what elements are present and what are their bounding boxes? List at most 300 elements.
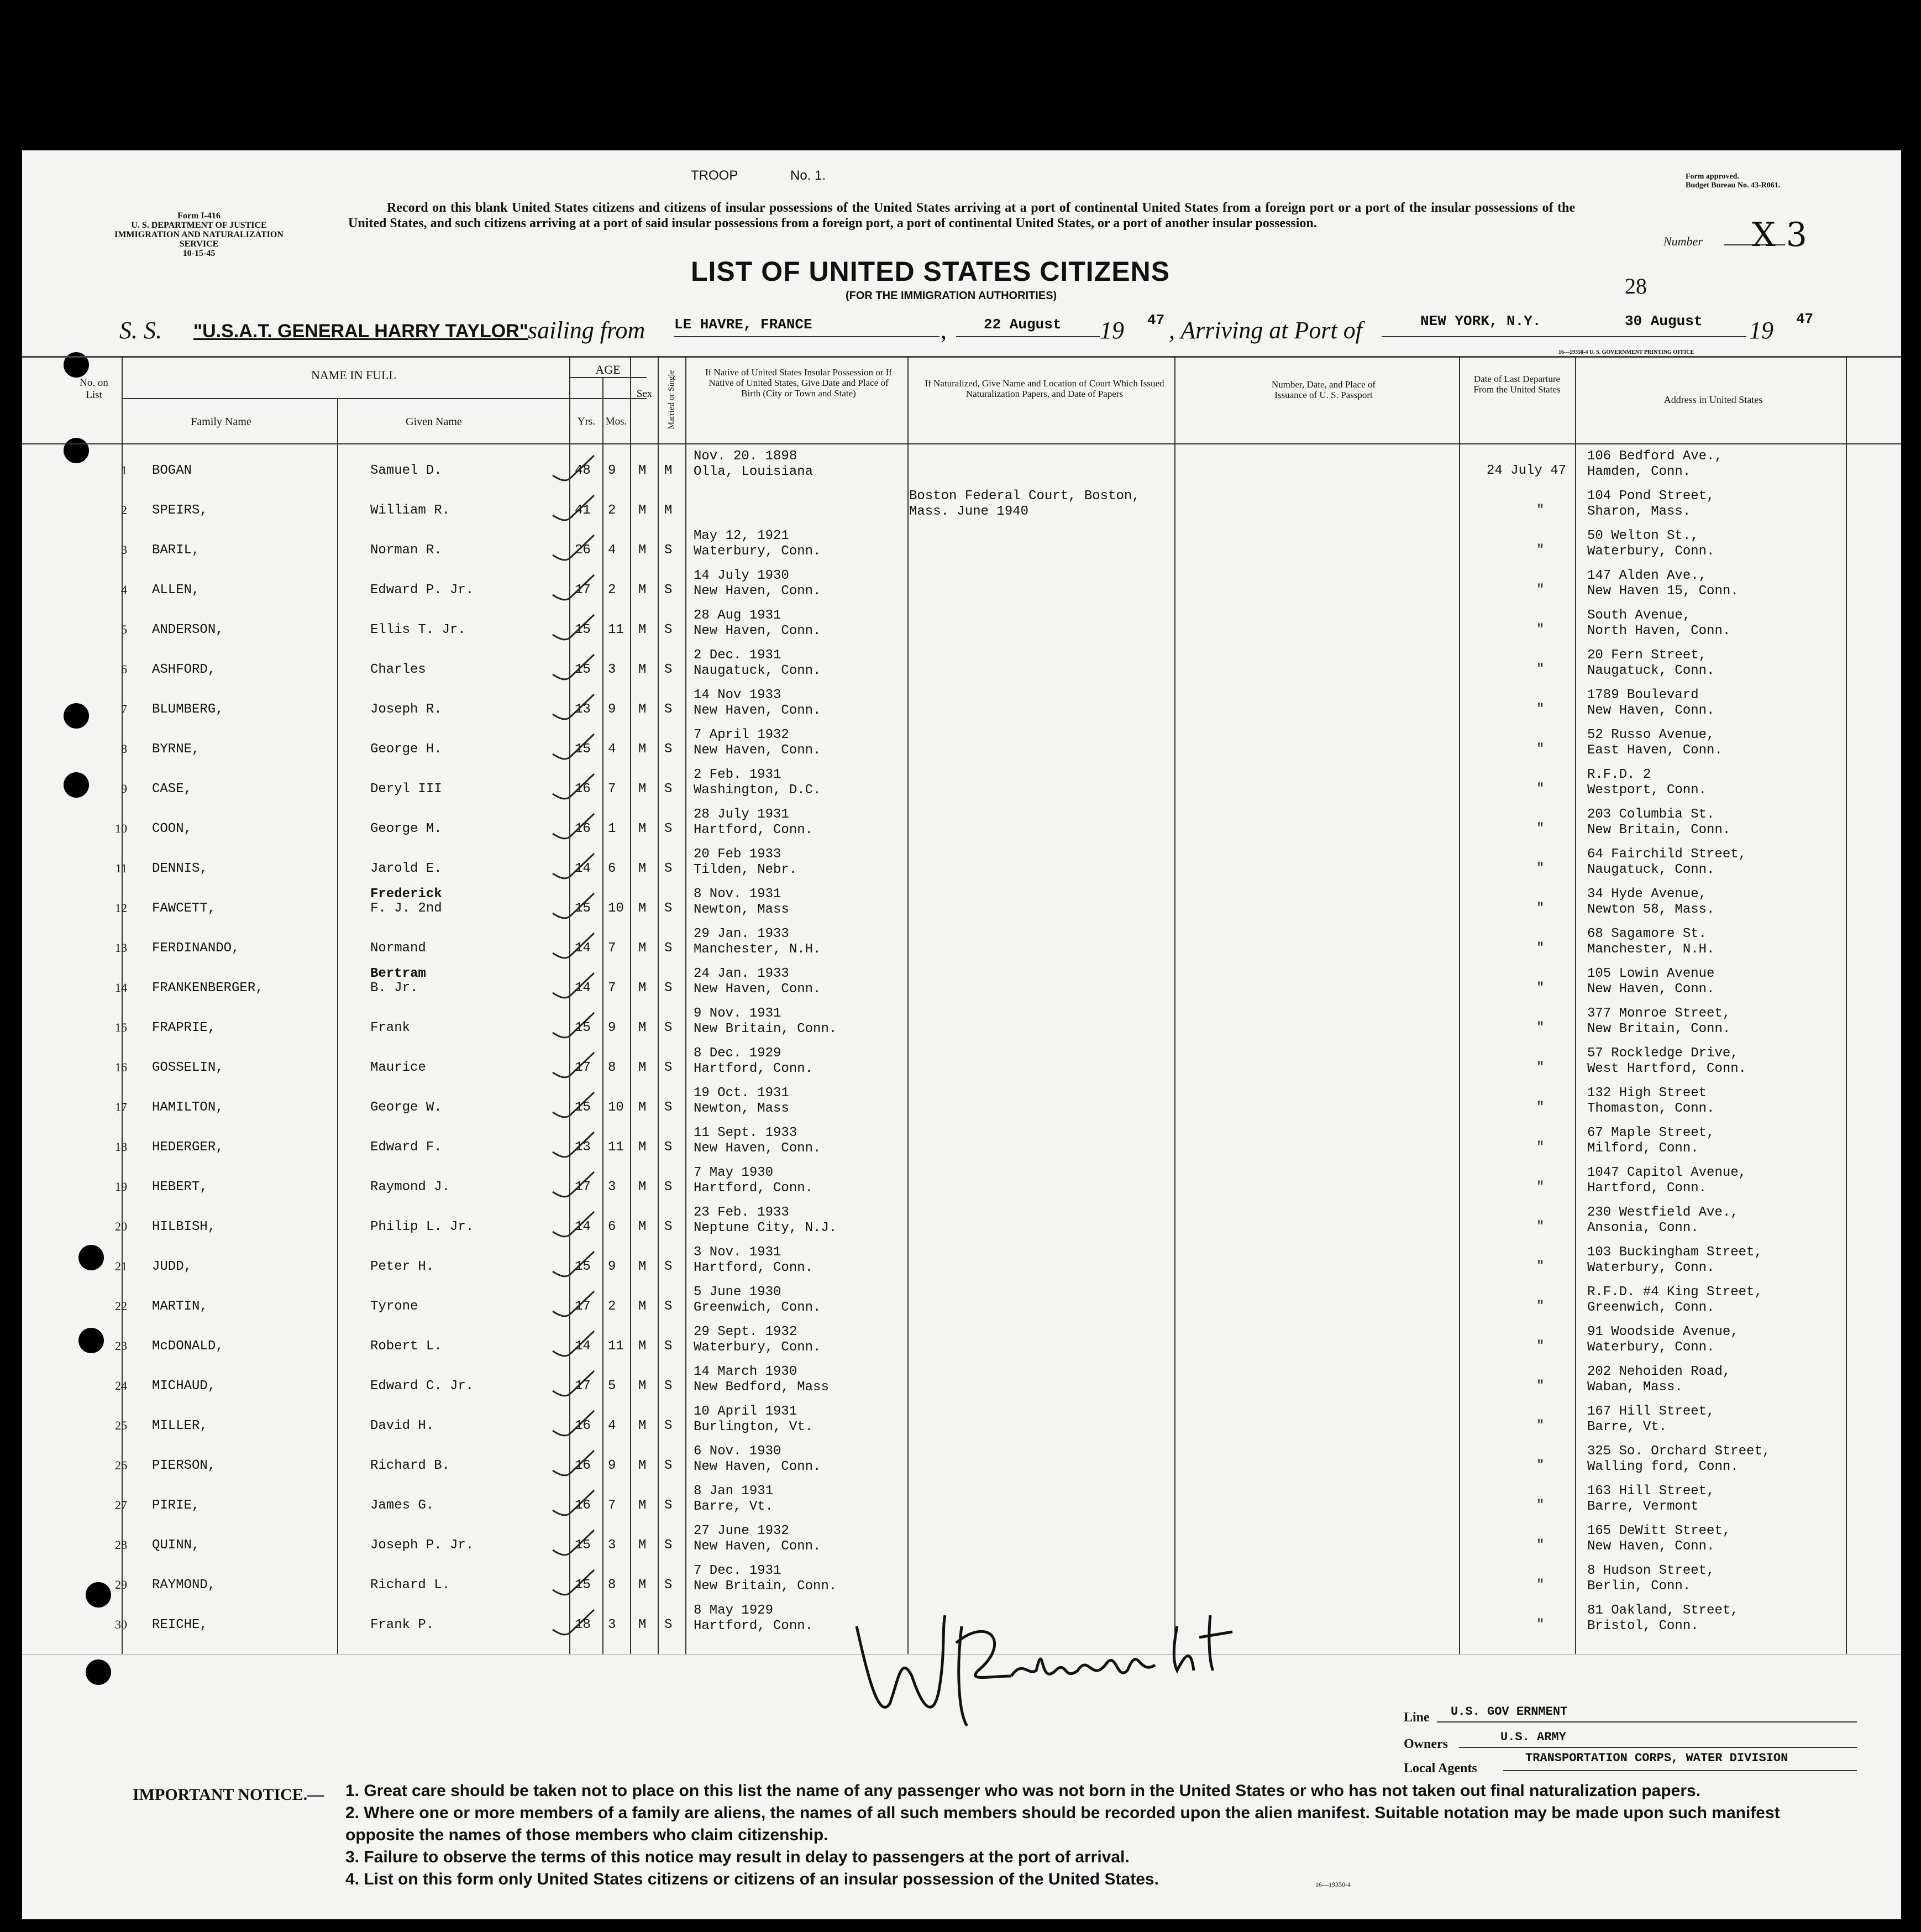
- given-name: Peter H.: [370, 1259, 434, 1274]
- departure-date: ": [1536, 702, 1545, 717]
- address-line-2: Ansonia, Conn.: [1587, 1221, 1699, 1235]
- birth-place: New Bedford, Mass: [694, 1380, 829, 1395]
- given-name: Richard B.: [370, 1458, 450, 1473]
- marital-status: S: [664, 1379, 673, 1394]
- departure-date: ": [1536, 1219, 1545, 1234]
- given-name: Edward P. Jr.: [370, 583, 474, 598]
- age-years: 15: [575, 901, 591, 916]
- sex: M: [638, 1339, 647, 1354]
- table-row: [22, 489, 1901, 527]
- family-name: BARIL,: [152, 543, 200, 558]
- given-name-correction: Bertram: [370, 966, 426, 981]
- address-line-2: Walling ford, Conn.: [1587, 1459, 1739, 1474]
- family-name: McDONALD,: [152, 1339, 224, 1354]
- header-address: Address in United States: [1663, 394, 1763, 405]
- age-months: 10: [608, 901, 624, 916]
- family-name: ALLEN,: [152, 583, 200, 598]
- departure-date: ": [1536, 1180, 1545, 1195]
- family-name: ASHFORD,: [152, 662, 216, 677]
- departure-date: ": [1536, 503, 1545, 518]
- age-header-rule: [569, 377, 647, 378]
- departure-date: ": [1536, 1259, 1545, 1274]
- address-line-1: 52 Russo Avenue,: [1587, 727, 1715, 742]
- header-naturalized: If Naturalized, Give Name and Location of Court Which Issued Naturalization Papers, and Date of Papers: [925, 378, 1164, 399]
- birth-place: Neptune City, N.J.: [694, 1221, 837, 1235]
- address-line-2: Barre, Vt.: [1587, 1420, 1667, 1434]
- address-line-1: South Avenue,: [1587, 608, 1691, 623]
- given-name: George W.: [370, 1100, 442, 1115]
- given-name: Frank P.: [370, 1617, 434, 1632]
- age-years: 15: [575, 742, 591, 757]
- address-line-2: New Haven, Conn.: [1587, 982, 1715, 997]
- from-port-line: [674, 336, 939, 337]
- row-number: 25: [115, 1418, 127, 1432]
- depart-year-prefix: 19: [1100, 317, 1124, 344]
- address-line-2: Thomaston, Conn.: [1587, 1101, 1715, 1116]
- age-years: 15: [575, 1020, 591, 1035]
- age-years: 17: [575, 1299, 591, 1314]
- age-years: 14: [575, 941, 591, 956]
- line-label: Line: [1404, 1710, 1430, 1725]
- age-months: 4: [608, 543, 616, 558]
- check-mark-icon: [550, 1249, 600, 1282]
- check-mark-icon: [550, 1210, 600, 1243]
- family-name: MARTIN,: [152, 1299, 208, 1314]
- marital-status: S: [664, 901, 673, 916]
- given-name: James G.: [370, 1498, 434, 1513]
- age-years: 15: [575, 1100, 591, 1115]
- given-name: Frank: [370, 1020, 411, 1035]
- sex: M: [638, 821, 647, 836]
- birth-place: New Haven, Conn.: [694, 1141, 821, 1156]
- sex: M: [638, 583, 647, 598]
- age-years: 14: [575, 1219, 591, 1234]
- check-mark-icon: [550, 971, 600, 1004]
- row-number: 2: [121, 503, 127, 517]
- row-number: 17: [115, 1100, 127, 1114]
- birth-place: Hartford, Conn.: [694, 1619, 813, 1633]
- page-subtitle: (FOR THE IMMIGRATION AUTHORITIES): [846, 290, 1057, 302]
- check-mark-icon: [550, 573, 600, 606]
- marital-status: S: [664, 742, 673, 757]
- address-line-2: Hartford, Conn.: [1587, 1181, 1707, 1196]
- address-line-1: 50 Welton St.,: [1587, 528, 1699, 543]
- check-mark-icon: [550, 692, 600, 725]
- row-number: 3: [121, 543, 127, 557]
- birth-date: May 12, 1921: [694, 528, 789, 543]
- departure-date: ": [1536, 1578, 1545, 1593]
- address-line-1: 377 Monroe Street,: [1587, 1006, 1731, 1021]
- address-line-1: 230 Westfield Ave.,: [1587, 1205, 1739, 1220]
- age-years: 18: [575, 1617, 591, 1632]
- age-months: 9: [608, 1020, 616, 1035]
- table-row: [22, 608, 1901, 647]
- row-number: 12: [115, 901, 127, 915]
- check-mark-icon: [550, 931, 600, 964]
- departure-date: ": [1536, 742, 1545, 757]
- address-line-1: 67 Maple Street,: [1587, 1125, 1715, 1140]
- check-mark-icon: [550, 1170, 600, 1203]
- marital-status: S: [664, 1538, 673, 1553]
- birth-place: New Haven, Conn.: [694, 1459, 821, 1474]
- header-given-name: Given Name: [406, 416, 462, 428]
- marital-status: S: [664, 1140, 673, 1155]
- table-row: [22, 1404, 1901, 1443]
- sex: M: [638, 742, 647, 757]
- arrival-port-line: [1382, 336, 1625, 337]
- row-number: 26: [115, 1458, 127, 1472]
- arrival-year-prefix: 19: [1749, 317, 1773, 344]
- marital-status: S: [664, 1020, 673, 1035]
- departure-date: ": [1536, 1418, 1545, 1433]
- age-years: 16: [575, 1418, 591, 1433]
- marital-status: M: [664, 503, 673, 518]
- address-line-1: 68 Sagamore St.: [1587, 926, 1707, 941]
- age-years: 26: [575, 543, 591, 558]
- row-number: 30: [115, 1617, 127, 1631]
- table-row: [22, 1205, 1901, 1244]
- family-name: COON,: [152, 821, 192, 836]
- name-header-rule: [122, 398, 647, 399]
- table-row: [22, 1006, 1901, 1045]
- ship-name: "U.S.A.T. GENERAL HARRY TAYLOR": [193, 321, 528, 342]
- address-line-2: Barre, Vermont: [1587, 1499, 1699, 1514]
- address-line-2: Newton 58, Mass.: [1587, 902, 1715, 917]
- departure-date: ": [1536, 1458, 1545, 1473]
- age-months: 7: [608, 1498, 616, 1513]
- given-name: David H.: [370, 1418, 434, 1433]
- address-line-2: Hamden, Conn.: [1587, 464, 1691, 479]
- birth-date: 10 April 1931: [694, 1404, 797, 1419]
- birth-place: New Britain, Conn.: [694, 1022, 837, 1036]
- age-years: 48: [575, 463, 591, 478]
- age-months: 7: [608, 981, 616, 996]
- address-line-1: 64 Fairchild Street,: [1587, 847, 1747, 862]
- birth-date: 7 April 1932: [694, 727, 789, 742]
- check-mark-icon: [550, 1488, 600, 1521]
- age-years: 14: [575, 981, 591, 996]
- row-number: 9: [121, 782, 127, 795]
- sex: M: [638, 861, 647, 876]
- departure-date: ": [1536, 821, 1545, 836]
- family-name: FRANKENBERGER,: [152, 981, 264, 996]
- sex: M: [638, 941, 647, 956]
- family-name: MILLER,: [152, 1418, 208, 1433]
- check-mark-icon: [550, 652, 600, 685]
- family-name: PIRIE,: [152, 1498, 200, 1513]
- birth-place: Hartford, Conn.: [694, 1181, 813, 1196]
- header-passport: Number, Date, and Place of Issuance of U. S. Passport: [1271, 379, 1376, 400]
- address-line-1: 325 So. Orchard Street,: [1587, 1444, 1771, 1459]
- notice-lead: IMPORTANT NOTICE.—: [133, 1786, 324, 1804]
- departure-date: ": [1536, 861, 1545, 876]
- birth-place: Hartford, Conn.: [694, 1260, 813, 1275]
- birth-place: New Haven, Conn.: [694, 703, 821, 718]
- address-line-1: 106 Bedford Ave.,: [1587, 449, 1723, 464]
- age-months: 1: [608, 821, 616, 836]
- table-row: [22, 1484, 1901, 1522]
- depart-year: 47: [1147, 312, 1165, 328]
- age-years: 15: [575, 662, 591, 677]
- sex: M: [638, 503, 647, 518]
- age-months: 11: [608, 1339, 624, 1354]
- marital-status: S: [664, 583, 673, 598]
- row-number: 21: [115, 1259, 127, 1273]
- agents-value: TRANSPORTATION CORPS, WATER DIVISION: [1525, 1751, 1788, 1765]
- row-number: 20: [115, 1219, 127, 1233]
- sex: M: [638, 1617, 647, 1632]
- line-rule: [1437, 1721, 1857, 1722]
- family-name: GOSSELIN,: [152, 1060, 224, 1075]
- comma: ,: [941, 317, 947, 344]
- birth-date: 2 Dec. 1931: [694, 648, 781, 663]
- row-number: 24: [115, 1379, 127, 1392]
- given-name: Normand: [370, 941, 426, 956]
- departure-date: ": [1536, 901, 1545, 916]
- departure-date: ": [1536, 1339, 1545, 1354]
- address-line-2: Waterbury, Conn.: [1587, 1260, 1715, 1275]
- sex: M: [638, 981, 647, 996]
- age-months: 9: [608, 463, 616, 478]
- row-number: 27: [115, 1498, 127, 1512]
- notice-item-2: 2. Where one or more members of a family are aliens, the names of all such members should be recorded upon the alien manifest. Suitable notation may be made upon such manifest opposite the names of those members who claim citizenship.: [345, 1804, 1780, 1844]
- address-line-1: 203 Columbia St.: [1587, 807, 1715, 822]
- family-name: MICHAUD,: [152, 1379, 216, 1394]
- table-top-rule: [22, 356, 1901, 358]
- notice-item-3: 3. Failure to observe the terms of this notice may result in delay to passengers at the port of arrival.: [345, 1848, 1130, 1866]
- birth-place: Burlington, Vt.: [694, 1420, 813, 1434]
- marital-status: S: [664, 543, 673, 558]
- naturalization-court: Boston Federal Court, Boston,: [909, 489, 1140, 504]
- owners-label: Owners: [1404, 1737, 1448, 1751]
- birth-place: New Haven, Conn.: [694, 982, 821, 997]
- service: IMMIGRATION AND NATURALIZATION SERVICE: [114, 230, 284, 249]
- row-number: 19: [115, 1180, 127, 1193]
- sex: M: [638, 1418, 647, 1433]
- birth-place: New Britain, Conn.: [694, 1579, 837, 1594]
- row-number: 18: [115, 1140, 127, 1154]
- agents-rule: [1503, 1770, 1857, 1771]
- address-line-2: Waterbury, Conn.: [1587, 1340, 1715, 1355]
- birth-date: 7 May 1930: [694, 1165, 774, 1180]
- age-years: 17: [575, 1060, 591, 1075]
- header-departure: Date of Last Departure From the United States: [1473, 374, 1561, 395]
- age-months: 3: [608, 1538, 616, 1553]
- marital-status: S: [664, 1060, 673, 1075]
- sex: M: [638, 662, 647, 677]
- sex: M: [638, 1498, 647, 1513]
- marital-status: M: [664, 463, 673, 478]
- departure-date: ": [1536, 1498, 1545, 1513]
- family-name: HAMILTON,: [152, 1100, 224, 1115]
- check-mark-icon: [550, 1050, 600, 1083]
- footer-code: 16—19350-4: [1315, 1881, 1351, 1888]
- intro-text: Record on this blank United States citizens and citizens of insular possessions of the United States arriving at a port of continental United States from a foreign port or a port of the insular possessions of the United States, and such citizens arriving at a port of said insular possessions from a foreign port, a port of continental United States, or a port of another insular possession.: [348, 201, 1575, 231]
- row-number: 5: [121, 622, 127, 636]
- birth-place: Waterbury, Conn.: [694, 1340, 821, 1355]
- marital-status: S: [664, 1617, 673, 1632]
- check-mark-icon: [550, 493, 600, 526]
- marital-status: S: [664, 941, 673, 956]
- birth-date: 8 Jan 1931: [694, 1484, 774, 1499]
- age-months: 9: [608, 1259, 616, 1274]
- address-line-2: Bristol, Conn.: [1587, 1619, 1699, 1633]
- marital-status: S: [664, 1339, 673, 1354]
- age-months: 4: [608, 1418, 616, 1433]
- address-line-2: New Haven, Conn.: [1587, 1539, 1715, 1554]
- family-name: JUDD,: [152, 1259, 192, 1274]
- given-name: Joseph P. Jr.: [370, 1538, 474, 1553]
- marital-status: S: [664, 1259, 673, 1274]
- departure-date: ": [1536, 583, 1545, 598]
- address-line-2: New Haven, Conn.: [1587, 703, 1715, 718]
- address-line-2: Greenwich, Conn.: [1587, 1300, 1715, 1315]
- line-value: U.S. GOV ERNMENT: [1451, 1705, 1568, 1719]
- given-name: Charles: [370, 662, 426, 677]
- birth-date: 2 Feb. 1931: [694, 767, 781, 782]
- notice-item-1: 1. Great care should be taken not to place on this list the name of any passenger who was not born in the United States or who has not taken out final naturalization papers.: [345, 1782, 1701, 1800]
- sex: M: [638, 463, 647, 478]
- family-name: SPEIRS,: [152, 503, 208, 518]
- given-name: George M.: [370, 821, 442, 836]
- arrival-year: 47: [1796, 311, 1814, 327]
- family-name: HEBERT,: [152, 1180, 208, 1195]
- row-number: 16: [115, 1060, 127, 1074]
- age-months: 7: [608, 782, 616, 797]
- troop-number: No. 1.: [790, 168, 826, 183]
- form-date: 10-15-45: [182, 249, 216, 258]
- birth-place: Hartford, Conn.: [694, 1061, 813, 1076]
- page-mark: 28: [1625, 274, 1647, 299]
- sex: M: [638, 1259, 647, 1274]
- birth-date: 24 Jan. 1933: [694, 966, 789, 981]
- birth-place: Tilden, Nebr.: [694, 862, 797, 877]
- check-mark-icon: [550, 533, 600, 566]
- birth-place: Manchester, N.H.: [694, 942, 821, 957]
- ss-label: S. S.: [119, 317, 162, 344]
- given-name: Samuel D.: [370, 463, 442, 478]
- given-name: F. J. 2nd: [370, 901, 442, 916]
- age-years: 15: [575, 1578, 591, 1593]
- address-line-2: Waban, Mass.: [1587, 1380, 1683, 1395]
- check-mark-icon: [550, 453, 600, 486]
- check-mark-icon: [550, 1528, 600, 1561]
- address-line-2: New Haven 15, Conn.: [1587, 584, 1739, 599]
- birth-date: 8 Dec. 1929: [694, 1046, 781, 1061]
- address-line-2: Naugatuck, Conn.: [1587, 663, 1715, 678]
- marital-status: S: [664, 861, 673, 876]
- sex: M: [638, 1219, 647, 1234]
- form-approved: Form approved.: [1686, 172, 1739, 181]
- header-yrs: Yrs.: [577, 416, 596, 427]
- check-mark-icon: [550, 891, 600, 924]
- sex: M: [638, 1180, 647, 1195]
- age-years: 15: [575, 1538, 591, 1553]
- marital-status: S: [664, 622, 673, 637]
- sex: M: [638, 1578, 647, 1593]
- marital-status: S: [664, 1578, 673, 1593]
- form-id: Form I-416: [177, 211, 221, 221]
- row-number: 23: [115, 1339, 127, 1353]
- given-name: Raymond J.: [370, 1180, 450, 1195]
- row-number: 6: [121, 662, 127, 676]
- address-line-2: Westport, Conn.: [1587, 783, 1707, 798]
- departure-date: ": [1536, 1299, 1545, 1314]
- birth-date: 14 March 1930: [694, 1364, 797, 1379]
- sex: M: [638, 782, 647, 797]
- family-name: FAWCETT,: [152, 901, 216, 916]
- address-line-2: North Haven, Conn.: [1587, 624, 1731, 638]
- departure-date: ": [1536, 1617, 1545, 1632]
- number-label: Number: [1663, 234, 1703, 248]
- table-row: [22, 1245, 1901, 1284]
- birth-place: Washington, D.C.: [694, 783, 821, 798]
- birth-date: 28 July 1931: [694, 807, 789, 822]
- row-number: 8: [121, 742, 127, 756]
- header-no: No. on List: [80, 377, 108, 401]
- birth-date: 6 Nov. 1930: [694, 1444, 781, 1459]
- sex: M: [638, 1538, 647, 1553]
- given-name: Philip L. Jr.: [370, 1219, 474, 1234]
- age-months: 9: [608, 1458, 616, 1473]
- row-number: 1: [121, 463, 127, 477]
- punch-hole: [86, 1659, 111, 1685]
- address-line-1: 202 Nehoiden Road,: [1587, 1364, 1731, 1379]
- age-years: 14: [575, 861, 591, 876]
- age-years: 16: [575, 1458, 591, 1473]
- table-row: [22, 568, 1901, 607]
- age-months: 5: [608, 1379, 616, 1394]
- family-name: BLUMBERG,: [152, 702, 224, 717]
- row-number: 10: [115, 821, 127, 835]
- sex: M: [638, 1299, 647, 1314]
- department: U. S. DEPARTMENT OF JUSTICE: [131, 221, 267, 230]
- depart-date-line: [956, 336, 1100, 337]
- given-name: Robert L.: [370, 1339, 442, 1354]
- given-name: B. Jr.: [370, 981, 418, 996]
- table-row: [22, 767, 1901, 806]
- birth-place: Hartford, Conn.: [694, 823, 813, 837]
- age-years: 14: [575, 1339, 591, 1354]
- table-row: [22, 1086, 1901, 1124]
- age-months: 8: [608, 1578, 616, 1593]
- given-name: George H.: [370, 742, 442, 757]
- address-line-1: R.F.D. 2: [1587, 767, 1651, 782]
- age-years: 16: [575, 1498, 591, 1513]
- arrival-port: NEW YORK, N.Y.: [1420, 313, 1541, 329]
- birth-place: Newton, Mass: [694, 1101, 789, 1116]
- row-number: 4: [121, 583, 127, 596]
- given-name: William R.: [370, 503, 450, 518]
- family-name: HILBISH,: [152, 1219, 216, 1234]
- birth-place: Greenwich, Conn.: [694, 1300, 821, 1315]
- age-months: 6: [608, 1219, 616, 1234]
- header-family-name: Family Name: [191, 416, 251, 428]
- family-name: FRAPRIE,: [152, 1020, 216, 1035]
- departure-date: ": [1536, 1060, 1545, 1075]
- family-name: BOGAN: [152, 463, 192, 478]
- marital-status: S: [664, 1219, 673, 1234]
- family-name: DENNIS,: [152, 861, 208, 876]
- address-line-1: 8 Hudson Street,: [1587, 1563, 1715, 1578]
- marital-status: S: [664, 662, 673, 677]
- birth-date: 29 Jan. 1933: [694, 926, 789, 941]
- address-line-1: 1789 Boulevard: [1587, 688, 1699, 703]
- check-mark-icon: [550, 732, 600, 765]
- table-row: [22, 1364, 1901, 1403]
- address-line-1: 132 High Street: [1587, 1086, 1707, 1101]
- address-line-1: 147 Alden Ave.,: [1587, 568, 1707, 583]
